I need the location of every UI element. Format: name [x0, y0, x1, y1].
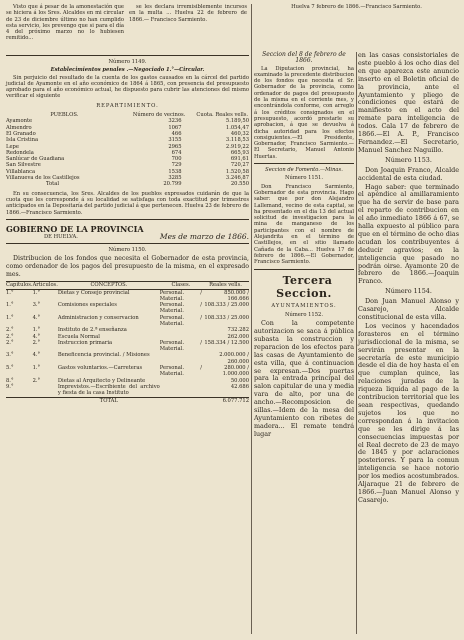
signature-line: Huelva 7 febrero de 1866.—Francisco Sarmiento.	[291, 4, 422, 10]
table-title: REPARTIMIENTO.	[96, 102, 159, 109]
reales: 42.686	[230, 383, 249, 390]
articulo: 4.°	[32, 314, 41, 321]
notice-body: Distribucion de los fondos que necesita el Gobernador de esta provincia, como ordenador de los pagos del presupuesto de la misma, en el expresado mes.	[6, 255, 249, 278]
capitulo: 1.°	[6, 314, 14, 321]
pueblo-name: Villablanca	[6, 168, 36, 175]
table-row	[6, 365, 249, 378]
table-row	[6, 384, 249, 397]
capitulo: 1.°	[6, 289, 14, 296]
cuota-value: 3.246,87	[225, 175, 249, 182]
reales: 158.334 / 12.500	[204, 339, 249, 346]
right-column	[358, 52, 459, 506]
concepto: Administracion y conservacion	[57, 314, 139, 321]
clase	[160, 352, 202, 365]
notice-number: Número 1154.	[385, 287, 432, 296]
concepto: Escuela Normal	[57, 333, 100, 340]
gobierno-title: GOBIERNO DE LA PROVINCIA	[6, 223, 144, 234]
pueblo-name: Redondela	[6, 149, 34, 156]
divider	[6, 243, 249, 244]
vecinos-count: 3285	[168, 175, 182, 182]
capitulo: 9.°	[6, 383, 14, 390]
cuota-value: 691,61	[230, 156, 249, 163]
vecinos-count: 729	[171, 162, 182, 169]
clase: Personal. / Material.	[159, 302, 203, 315]
capitulo: 8.°	[6, 377, 14, 384]
articulo: 2.°	[32, 377, 41, 384]
middle-column	[254, 52, 354, 440]
notice-number: Número 1150.	[108, 247, 147, 254]
articulo: 1.°	[32, 365, 41, 372]
pueblo-name: El Granado	[6, 130, 36, 137]
top-left-notice	[6, 4, 124, 43]
cuota-value: 3.118,53	[225, 137, 249, 144]
pueblo-name: San Silvestre	[6, 162, 41, 169]
notice-body: Sin perjuicio del resultado de la cuenta de los gastos causados en la cárcel del partido judicial de Ayamonte en el año económico de 1864 á 1865, con presencia del presupuesto aprobado para el año económico actual, he dispuesto para cubrir las atenciones del mismo verificar el siguiente	[6, 74, 249, 100]
vecinos-count: 3155	[168, 137, 182, 144]
total-label: Total	[46, 181, 60, 188]
clase: Personal. / Material.	[159, 339, 203, 353]
capitulo: 2.°	[6, 339, 14, 346]
cuota-value: 665,93	[230, 149, 249, 156]
pueblo-name: Almendro	[6, 124, 32, 131]
reales: 732.282	[227, 327, 249, 334]
articulo: 2.°	[32, 339, 41, 346]
gobierno-date: Mes de marzo de 1866.	[159, 231, 249, 241]
pueblo-name: Sanlúcar de Guadiana	[6, 156, 65, 163]
cuota-value: 5.189,50	[225, 118, 249, 125]
cuota-value: 460,32	[230, 130, 249, 137]
top-left-notice-cont	[129, 4, 247, 24]
column-divider	[356, 52, 357, 634]
concepto: Instituto de 2.ª enseñanza	[57, 327, 127, 334]
capitulo: 1.°	[6, 302, 14, 309]
cuota-value: 1.054,47	[225, 124, 249, 131]
notice-body: Don Joaquin Franco, Alcalde accidental de esta ciudad.	[358, 165, 459, 182]
distribucion-table	[6, 281, 249, 404]
articulo	[33, 384, 58, 397]
reales: 108.333 / 25.000	[204, 302, 249, 309]
notice-body: Don Juan Manuel Alonso y Casarejo, Alcalde constitucional de esta villa.	[358, 297, 459, 321]
reales: 108.333 / 25.000	[204, 314, 249, 321]
reales: 262.000	[227, 333, 249, 340]
gobierno-subtitle: DE HUELVA.	[44, 233, 78, 240]
concepto: Imprevistos.—Escribiente del archivo y fiesta de la casa Instituto	[57, 383, 160, 397]
notice-body: Don Francisco Sarmiento, Gobernador de esta provincia. Hago saber: que por don Alejandro Lallemand, vecino de esta capital, se ha presentado en el dia 13 del actual solicitud de investigacion para la mina de manganeso de los participantes con el nombre de Alejandrita en el término de Castillejos, en el sitio llamado Cañada de la Caba... Huelva 17 de febrero de 1866.—El Gobernador, Francisco Sarmiento.	[254, 183, 354, 266]
cuota-value: 2.919,22	[225, 143, 249, 150]
section-subtitle: AYUNTAMIENTOS.	[271, 302, 337, 309]
reales: 280.000 / 1.000.000	[222, 365, 249, 378]
notice-text: se les declara irremisiblemente incursos en la multa ... Huelva 22 de febrero de 1866.— Francisco Sarmiento.	[129, 4, 247, 23]
capitulo: 3.°	[6, 352, 14, 359]
notice-number: Número 1152.	[285, 311, 323, 318]
table-row	[6, 340, 249, 353]
clase	[160, 384, 202, 397]
capitulo: 2.°	[6, 333, 14, 340]
articulo: 1.°	[32, 327, 41, 334]
concepto: Beneficencia provincial. / Misiones	[57, 352, 150, 359]
concepto: Instruccion primaria	[57, 339, 113, 346]
pueblo-name: Ayamonte	[6, 118, 33, 125]
notice-number: Número 1151.	[285, 175, 323, 182]
cuota-value: 1.520,58	[225, 168, 249, 175]
section-heading: Seccion de Fomento.—Minas.	[265, 167, 343, 174]
vecinos-count: 3236	[168, 118, 182, 125]
col-header: Número de vecinos.	[132, 112, 186, 119]
divider	[6, 219, 249, 220]
concepto: Dietas y Consejo provincial	[57, 289, 130, 296]
articulo: 1.°	[32, 289, 41, 296]
articulo: 3.°	[32, 302, 41, 309]
capitulo: 2.°	[6, 327, 14, 334]
clase: Personal. / Material.	[159, 289, 203, 302]
vecinos-count: 674	[171, 149, 182, 156]
pueblo-name: Lepe	[6, 143, 19, 150]
reales: 2.000.000 / 260.000	[219, 352, 249, 365]
total-vecinos: 20.799	[163, 181, 182, 188]
section-title: Tercera Seccion.	[276, 273, 333, 300]
concepto: Dietas al Arquitecto y Delineante	[57, 377, 146, 384]
vecinos-count: 1538	[168, 168, 182, 175]
gobierno-header	[6, 224, 249, 240]
repartimiento-table	[6, 112, 249, 188]
articulo: 4.°	[32, 333, 41, 340]
notice-body: Hago saber: que terminado el apéndice al amillaramiento que ha de servir de base para el reparto de contribucion en el año inmediato 1866 á 67, se halla expuesto al público para que en el término de ocho dias acudan los contribuyentes á deducir agravios; en la inteligencia que pasado no podrán oirse. Ayamonte 20 de febrero de 1866.—Joaquin Franco.	[358, 182, 459, 286]
col-header: Cuota. Reales vells.	[196, 112, 249, 119]
vecinos-count: 2965	[168, 143, 182, 150]
clase: Personal. / Material.	[159, 314, 203, 327]
column-divider	[251, 4, 252, 634]
col-header: Capítulos.	[6, 282, 33, 289]
table-row	[6, 289, 249, 302]
vecinos-count: 1067	[168, 124, 182, 131]
vecinos-count: 700	[171, 156, 182, 163]
col-header: CONCEPTOS.	[90, 282, 128, 289]
table-row	[6, 352, 249, 365]
concepto: Comisiones especiales	[57, 302, 117, 309]
col-header: PUEBLOS.	[50, 112, 79, 119]
reales: 850.000 / 166.666	[224, 289, 249, 302]
divider	[254, 269, 354, 270]
col-header: Artículos.	[32, 282, 58, 289]
top-right-signature	[254, 4, 459, 11]
total-value: 6.077.712	[222, 397, 249, 404]
concepto: Gastos voluntarios.—Carreteras	[57, 365, 143, 372]
notice-heading: Establecimientos penales .—Negociado 1.°—Circular.	[50, 67, 205, 74]
notice-body: Los vecinos y hacendados forasteros en el término jurisdiccional de la misma, se servirán presentar en la secretaría de este municipio desde el dia de hoy hasta el en que cumplan quince, las relaciones juradas de la riqueza liquida al pago de la contribucion territorial que les sean respectivas, quedando sujetos los que no correspondan á la invitacion que se les dirige á las consecuencias impuestas por el Real decreto de 23 de mayo de 1845 y por aclaraciones posteriores. Y para la comun inteligencia se hace notorio por los medios acostumbrados. Aljaraque 21 de febrero de 1866.—Juan Manuel Alonso y Casarejo.	[358, 321, 459, 504]
divider	[6, 55, 249, 56]
cuota-value: 720,27	[230, 162, 249, 169]
col-header: Clases.	[171, 282, 191, 289]
divider	[254, 163, 354, 164]
pueblo-name: Isla Cristina	[6, 137, 39, 144]
notice-number: Número 1153.	[385, 155, 432, 164]
notice-body: En su consecuencia, los Sres. Alcaldes de los pueblos expresados cuidarán de que la cuota que les corresponde á su localidad se satisfaga con toda exactitud por trimestres anticipados en la Depositaría del partido judicial á que pertenecen. Huelva 23 de febrero de 1866.—Francisco Sarmiento.	[6, 190, 249, 216]
col-header: Reales vells.	[209, 282, 242, 289]
table-row	[6, 302, 249, 315]
articulo: 4.°	[32, 352, 41, 359]
total-cuota: 20.550	[230, 181, 249, 188]
section-heading: Seccion del 8 de febrero de 1866.	[262, 51, 346, 65]
notice-number: Número 1149.	[108, 59, 147, 65]
notice-text: Visto que á pesar de la amonestación que se hiciera á los Sres. Alcaldes en mi circular de 23 de diciembre último no han cumplido esta servicio, les prevengo que si para el día 4 del próximo marzo no lo hubiesen remitido...	[6, 4, 124, 42]
notice-body: Con la competente autorizacion se saca á pública subasta la construccion y reparacion de los efectos para las casas de Ayuntamiento de esta villa, que á continuacion se expresan.—Dos puertas para la entrada principal del salon capitular de una y media vara de alto, por una de ancho.—Recomposicion de sillas.—Idem de la mesa del Ayuntamiento con ribetes de madera... El remate tendrá lugar	[254, 319, 354, 438]
notice-body: La Diputacion provincial, ha examinado la precedente distribucion de los fondos que necesita el Sr. Gobernador de la provincia, como ordenador de pagos del presupuesto de la misma en el corriente mes, y encontrándola conforme, con arreglo á los créditos consignados en el presupuesto, acordó prestarle su aprobacion, á que se devuelva á dicha autoridad para los efectos consiguientes.—El Presidente, Gobernador, Francisco Sarmiento.—El Secretario, Manuel Antonio Huertas.	[254, 65, 354, 160]
vecinos-count: 466	[171, 130, 182, 137]
total-label: TOTAL	[99, 397, 118, 404]
table-row	[6, 315, 249, 328]
capitulo: 5.°	[6, 365, 14, 372]
reales: 50.000	[230, 377, 249, 384]
notice-body: en las casas consistoriales de este pueblo á los ocho dias del en que aparezca este anuncio inserto en el Boletin oficial de la provincia, ante el Ayuntamiento y pliego de condiciones que estará de manifiesto en el acto del remate para inteligencia de todos. Cala 17 de febrero de 1866.—El A. P., Francisco Fernandez.—El Secretario, Manuel Sanchez Naguillo.	[358, 51, 459, 154]
clase: Personal. / Material.	[159, 365, 203, 378]
pueblo-name: Villanueva de los Castillejos	[6, 175, 80, 182]
left-section	[6, 52, 249, 404]
